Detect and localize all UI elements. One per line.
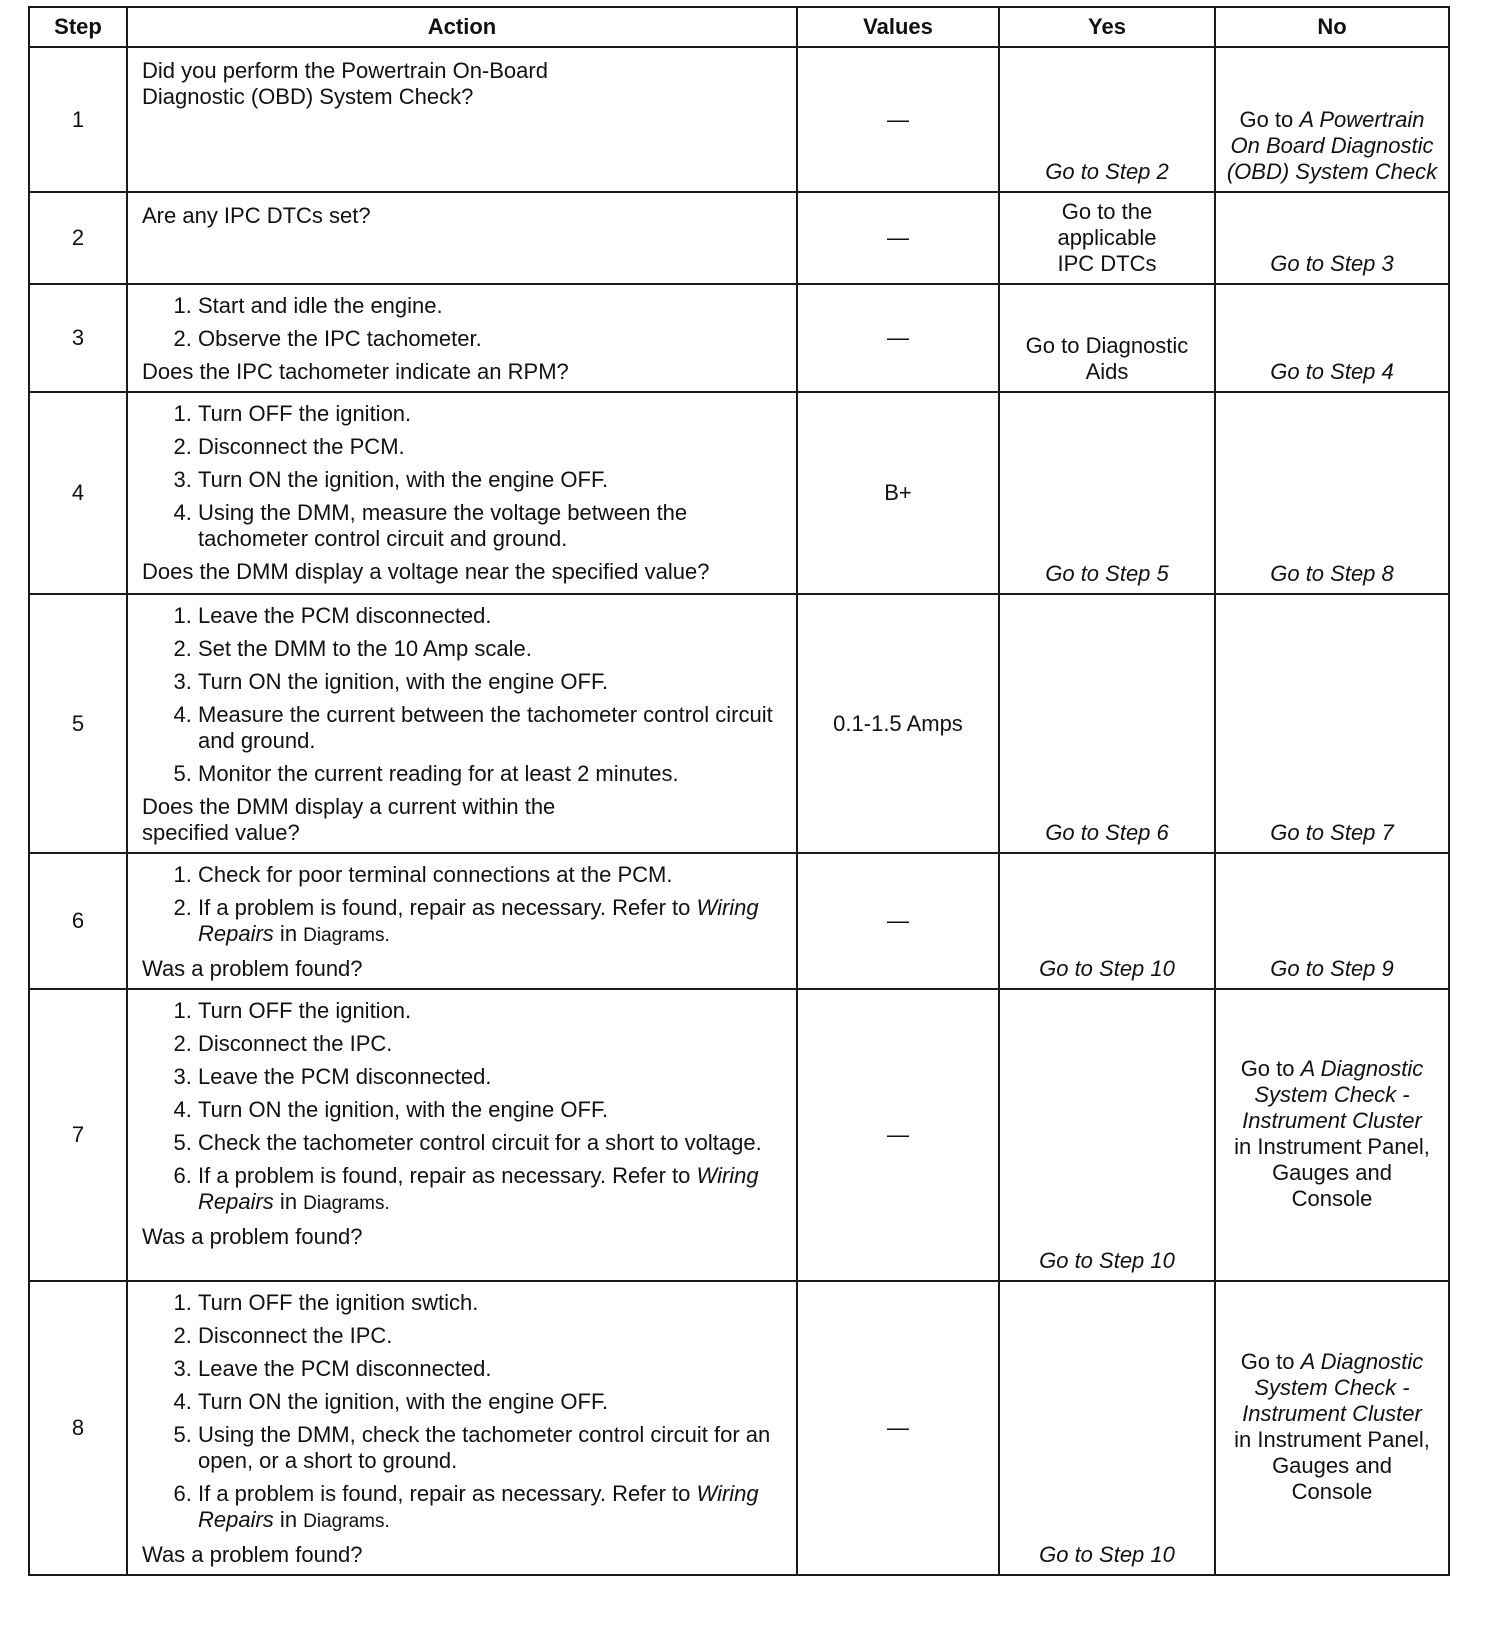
action-step: 1. Leave the PCM disconnected. <box>198 603 784 629</box>
action-question: Does the DMM display a current within the specified value? <box>142 794 556 845</box>
action-cell <box>127 594 797 853</box>
no-cell: Go to Step 7 <box>1215 594 1449 853</box>
refer-text: If a problem is found, repair as necessary. Refer to <box>198 895 697 920</box>
wiring-repairs-link: Wiring Repairs <box>198 1163 759 1214</box>
refer-text: If a problem is found, repair as necessary. Refer to <box>198 1481 697 1506</box>
action-step: 3. Leave the PCM disconnected. <box>198 1356 784 1382</box>
header-row <box>29 7 1449 47</box>
table-row <box>29 47 1449 192</box>
header-action: Action <box>127 7 797 47</box>
no-link: A Diagnostic System Check - Instrument Cluster <box>1242 1056 1424 1133</box>
step-number: 6 <box>29 853 127 989</box>
yes-cell: Go to Step 10 <box>999 1281 1215 1575</box>
diagnostic-table-sheet <box>28 6 1448 1576</box>
no-cell <box>1215 989 1449 1281</box>
action-question: Was a problem found? <box>142 1224 363 1249</box>
yes-cell: Go to Step 5 <box>999 392 1215 594</box>
action-step: 3. Leave the PCM disconnected. <box>198 1064 784 1090</box>
refer-text: If a problem is found, repair as necessary. Refer to <box>198 1163 697 1188</box>
yes-cell: Go to Step 10 <box>999 989 1215 1281</box>
action-step: 4. Turn ON the ignition, with the engine OFF. <box>198 1389 784 1415</box>
action-steps <box>142 1290 784 1535</box>
action-cell <box>127 1281 797 1575</box>
wiring-repairs-link: Wiring Repairs <box>198 895 759 946</box>
no-suffix: in Instrument Panel, Gauges and Console <box>1234 1134 1430 1211</box>
action-steps <box>142 603 784 787</box>
action-step: 1. Turn OFF the ignition. <box>198 401 784 427</box>
action-step: 1. Check for poor terminal connections at the PCM. <box>198 862 784 888</box>
action-step: 2. Set the DMM to the 10 Amp scale. <box>198 636 784 662</box>
action-question: Does the DMM display a voltage near the specified value? <box>142 559 710 584</box>
no-prefix: Go to <box>1240 1056 1301 1081</box>
table-row <box>29 594 1449 853</box>
action-cell <box>127 192 797 284</box>
value-cell: — <box>797 47 999 192</box>
step-number: 7 <box>29 989 127 1281</box>
action-cell <box>127 989 797 1281</box>
no-cell: Go to Step 4 <box>1215 284 1449 392</box>
diagrams-link: Diagrams. <box>303 925 390 946</box>
action-step: 4. Turn ON the ignition, with the engine OFF. <box>198 1097 784 1123</box>
yes-cell: Go to Step 2 <box>999 47 1215 192</box>
step-number: 2 <box>29 192 127 284</box>
no-cell: Go to Step 8 <box>1215 392 1449 594</box>
action-step: 3. Turn ON the ignition, with the engine OFF. <box>198 669 784 695</box>
action-step: 2. Observe the IPC tachometer. <box>198 326 784 352</box>
action-cell <box>127 853 797 989</box>
no-cell: Go to Step 9 <box>1215 853 1449 989</box>
value-cell: — <box>797 1281 999 1575</box>
no-cell <box>1215 1281 1449 1575</box>
refer-in: in <box>273 921 304 946</box>
no-prefix: Go to <box>1240 1349 1301 1374</box>
refer-in: in <box>273 1507 304 1532</box>
diagnostic-table <box>28 6 1450 1576</box>
yes-cell: Go to the applicable IPC DTCs <box>999 192 1215 284</box>
action-step: 1. Turn OFF the ignition. <box>198 998 784 1024</box>
action-step: 3. Turn ON the ignition, with the engine OFF. <box>198 467 784 493</box>
action-step: 2. Disconnect the PCM. <box>198 434 784 460</box>
action-steps <box>142 401 784 552</box>
action-step: 4. Measure the current between the tachometer control circuit and ground. <box>198 702 784 754</box>
yes-cell: Go to Diagnostic Aids <box>999 284 1215 392</box>
value-cell: — <box>797 853 999 989</box>
action-step: 1. Turn OFF the ignition swtich. <box>198 1290 784 1316</box>
action-step: 2. Disconnect the IPC. <box>198 1031 784 1057</box>
action-question: Are any IPC DTCs set? <box>142 203 371 228</box>
action-question: Does the IPC tachometer indicate an RPM? <box>142 359 569 384</box>
value-cell: B+ <box>797 392 999 594</box>
table-row <box>29 284 1449 392</box>
action-steps <box>142 293 784 352</box>
action-question: Did you perform the Powertrain On-Board Diagnostic (OBD) System Check? <box>142 58 548 109</box>
no-link: A Diagnostic System Check - Instrument Cluster <box>1242 1349 1424 1426</box>
value-cell: 0.1-1.5 Amps <box>797 594 999 853</box>
no-suffix: in Instrument Panel, Gauges and Console <box>1234 1427 1430 1504</box>
refer-in: in <box>273 1189 304 1214</box>
diagrams-link: Diagrams. <box>303 1511 390 1532</box>
action-step-refer <box>198 1481 784 1535</box>
action-step: 5. Monitor the current reading for at least 2 minutes. <box>198 761 784 787</box>
action-step-refer <box>198 895 784 949</box>
action-step: 1. Start and idle the engine. <box>198 293 784 319</box>
yes-cell: Go to Step 6 <box>999 594 1215 853</box>
header-step: Step <box>29 7 127 47</box>
step-number: 3 <box>29 284 127 392</box>
action-steps <box>142 998 784 1217</box>
step-number: 5 <box>29 594 127 853</box>
no-cell: Go to Step 3 <box>1215 192 1449 284</box>
action-step: 5. Check the tachometer control circuit for a short to voltage. <box>198 1130 784 1156</box>
value-cell: — <box>797 192 999 284</box>
no-prefix: Go to <box>1239 107 1300 132</box>
action-question: Was a problem found? <box>142 1542 363 1567</box>
action-question: Was a problem found? <box>142 956 363 981</box>
header-values: Values <box>797 7 999 47</box>
value-cell: — <box>797 284 999 392</box>
step-number: 8 <box>29 1281 127 1575</box>
table-row <box>29 853 1449 989</box>
yes-cell: Go to Step 10 <box>999 853 1215 989</box>
step-number: 1 <box>29 47 127 192</box>
table-row <box>29 1281 1449 1575</box>
action-steps <box>142 862 784 949</box>
value-cell: — <box>797 989 999 1281</box>
header-yes: Yes <box>999 7 1215 47</box>
table-row <box>29 192 1449 284</box>
action-cell <box>127 47 797 192</box>
action-step-refer <box>198 1163 784 1217</box>
diagrams-link: Diagrams. <box>303 1193 390 1214</box>
no-link: A Powertrain On Board Diagnostic (OBD) System Check <box>1226 107 1438 184</box>
header-no: No <box>1215 7 1449 47</box>
action-cell <box>127 284 797 392</box>
no-cell <box>1215 47 1449 192</box>
step-number: 4 <box>29 392 127 594</box>
action-step: 5. Using the DMM, check the tachometer control circuit for an open, or a short to ground. <box>198 1422 784 1474</box>
table-row <box>29 989 1449 1281</box>
table-row <box>29 392 1449 594</box>
action-cell <box>127 392 797 594</box>
wiring-repairs-link: Wiring Repairs <box>198 1481 759 1532</box>
action-step: 4. Using the DMM, measure the voltage between the tachometer control circuit and ground. <box>198 500 784 552</box>
action-step: 2. Disconnect the IPC. <box>198 1323 784 1349</box>
